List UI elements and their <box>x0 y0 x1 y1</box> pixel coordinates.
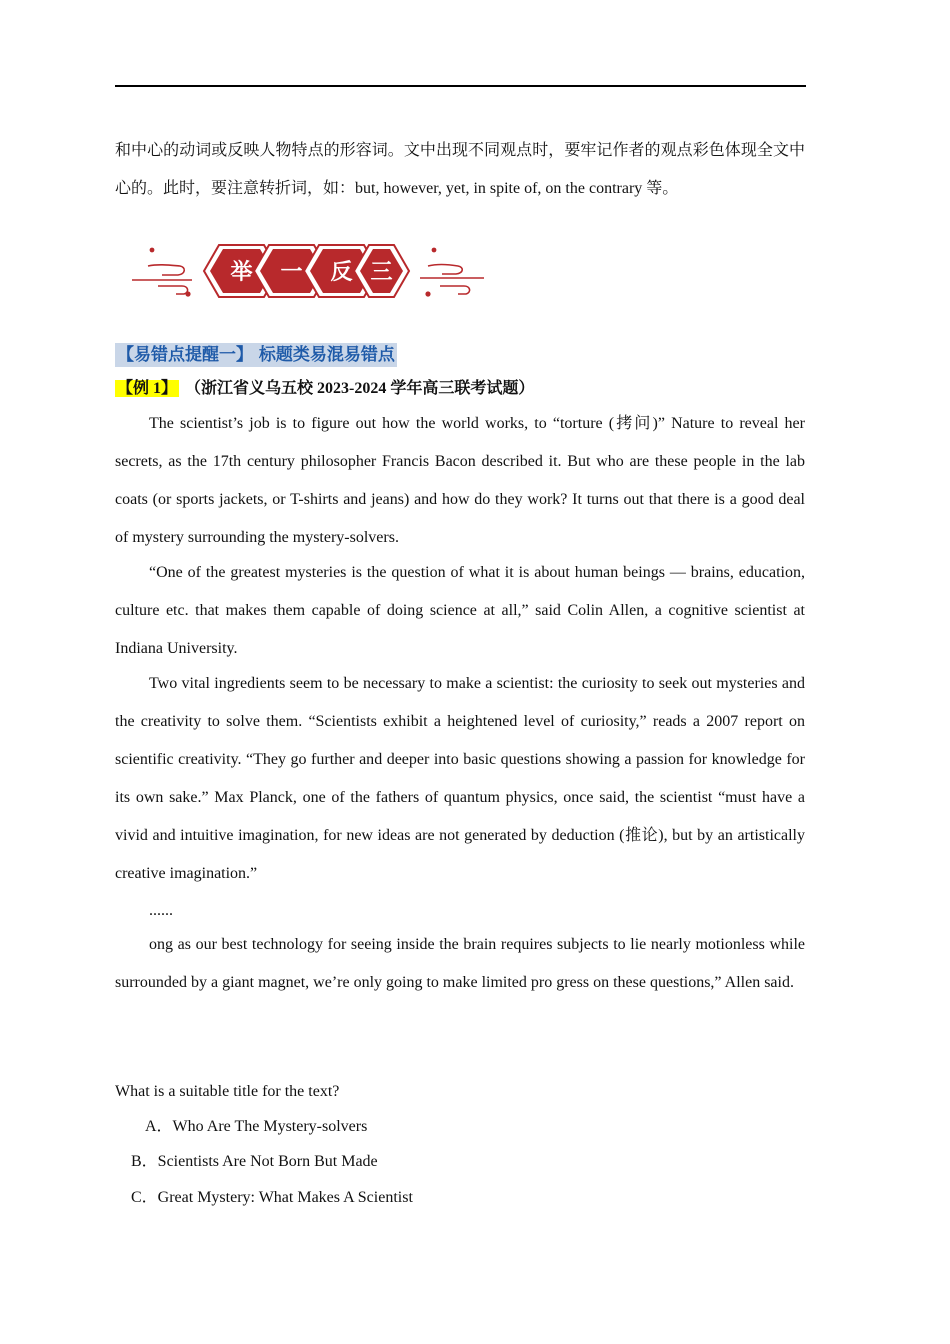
banner-char-3: 反 <box>330 260 353 285</box>
passage-paragraph-1: The scientist’s job is to figure out how the world works, to “torture (拷问)” Nature to reveal her secrets, as the 17th century philosopher Francis Bacon described it. But who are these people in the lab coats (or sports jackets, or T-shirts and jeans) and how do they work? It turns out that there is a good deal of mystery surrounding the mystery-solvers. <box>115 415 805 546</box>
banner-char-2: 一 <box>280 260 303 285</box>
example-tag: 【例 1】 <box>117 380 178 397</box>
banner-left-dot-top <box>150 248 155 253</box>
question-stem: What is a suitable title for the text? <box>115 1083 340 1100</box>
option-c: C．Great Mystery: What Makes A Scientist <box>131 1189 413 1206</box>
passage-ellipsis: ...... <box>149 902 173 919</box>
example-label-line <box>115 377 534 401</box>
option-b: B．Scientists Are Not Born But Made <box>131 1153 378 1170</box>
header-rule <box>115 85 806 87</box>
banner-left-cloud-decoration <box>132 265 192 294</box>
intro-paragraph: 和中心的动词或反映人物特点的形容词。文中出现不同观点时，要牢记作者的观点彩色体现全文中心的。此时，要注意转折词，如：but, however, yet, in spite of, on the contrary 等。 <box>115 142 805 197</box>
banner-right-cloud-decoration <box>420 265 484 295</box>
banner-right-dot-top <box>432 248 437 253</box>
passage-paragraph-3: Two vital ingredients seem to be necessary to make a scientist: the curiosity to seek out mysteries and the creativity to solve them. “Scientists exhibit a heightened level of curiosity,” reads a 2007 report on scientific creativity. “They go further and deeper into basic questions showing a passion for knowledge for its own sake.” Max Planck, one of the fathers of quantum physics, once said, the scientist “must have a vivid and intuitive imagination, for new ideas are not generated by deduction (推论), but by an artistically creative imagination.” <box>115 675 805 882</box>
banner-right-dot-bottom <box>425 291 430 296</box>
banner-left-dot-bottom <box>185 291 190 296</box>
example-source: （浙江省义乌五校 2023-2024 学年高三联考试题） <box>193 380 535 397</box>
passage-paragraph-4: ong as our best technology for seeing inside the brain requires subjects to lie nearly motionless while surrounded by a giant magnet, we’re only going to make limited pro gress on these questions,” Allen said. <box>115 936 805 991</box>
section-heading: 【易错点提醒一】 标题类易混易错点 <box>117 345 395 365</box>
banner-char-4: 三 <box>370 260 393 285</box>
passage-paragraph-2: “One of the greatest mysteries is the question of what it is about human beings — brains, education, culture etc. that makes them capable of doing science at all,” said Colin Allen, a cognitive scientist at Indiana University. <box>115 564 805 657</box>
banner-ju-yi-fan-san <box>128 238 488 304</box>
option-a: A．Who Are The Mystery-solvers <box>145 1118 368 1135</box>
banner-char-1: 举 <box>230 260 253 285</box>
